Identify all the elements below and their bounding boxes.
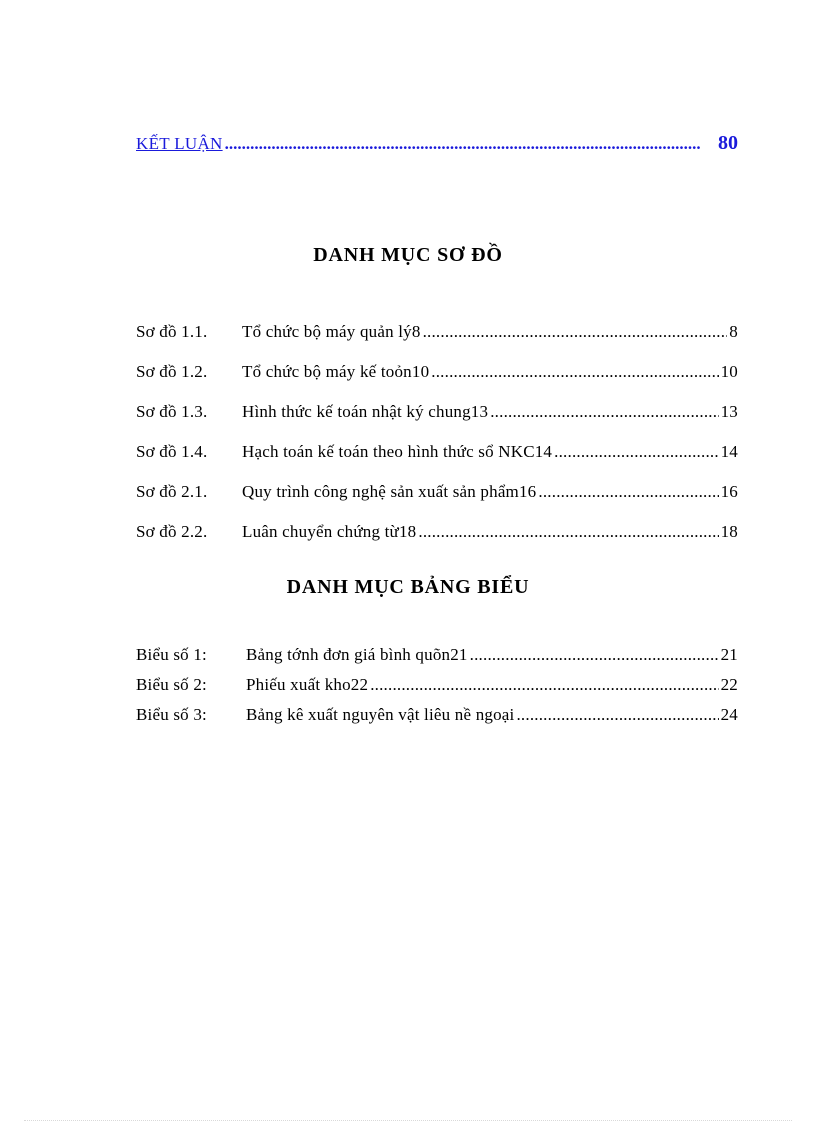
diagram-title: Hình thức kế toán nhật ký chung13 bbox=[242, 402, 489, 421]
toc-entry-conclusion[interactable] bbox=[136, 132, 738, 155]
dot-leader bbox=[538, 482, 718, 502]
table-page-number: 21 bbox=[720, 645, 738, 664]
diagram-page-number: 10 bbox=[720, 362, 738, 381]
dot-leader bbox=[431, 362, 718, 382]
table-entry[interactable] bbox=[136, 705, 738, 725]
diagram-list-title: DANH MỤC SƠ ĐỒ bbox=[313, 244, 503, 266]
table-page-number: 22 bbox=[720, 675, 738, 694]
diagram-page-number: 13 bbox=[720, 402, 738, 421]
diagram-title: Tổ chức bộ máy kế toỏn10 bbox=[242, 362, 430, 381]
table-number: Biểu số 1: bbox=[136, 645, 207, 664]
diagram-number: Sơ đồ 1.1. bbox=[136, 322, 208, 341]
table-title: Bảng kê xuất nguyên vật liêu nề ngoại bbox=[246, 705, 515, 724]
diagram-number: Sơ đồ 2.2. bbox=[136, 522, 208, 541]
diagram-number: Sơ đồ 2.1. bbox=[136, 482, 208, 501]
diagram-number: Sơ đồ 1.2. bbox=[136, 362, 208, 381]
diagram-entry[interactable] bbox=[136, 522, 738, 542]
table-number: Biểu số 2: bbox=[136, 675, 207, 694]
page-border-bottom bbox=[24, 1120, 792, 1121]
diagram-entry[interactable] bbox=[136, 482, 738, 502]
table-page-number: 24 bbox=[720, 705, 738, 724]
diagram-title: Tổ chức bộ máy quản lý8 bbox=[242, 322, 421, 341]
dot-leader bbox=[490, 402, 718, 422]
table-title: Bảng tớnh đơn giá bình quõn21 bbox=[246, 645, 468, 664]
diagram-title: Hạch toán kế toán theo hình thức sổ NKC14 bbox=[242, 442, 553, 461]
diagram-page-number: 16 bbox=[720, 482, 738, 501]
diagram-page-number: 8 bbox=[729, 322, 738, 341]
table-entry[interactable] bbox=[136, 645, 738, 665]
dot-leader bbox=[418, 522, 718, 542]
table-title: Phiếu xuất kho22 bbox=[246, 675, 369, 694]
diagram-page-number: 18 bbox=[720, 522, 738, 541]
diagram-entry[interactable] bbox=[136, 442, 738, 462]
dot-leader bbox=[554, 442, 718, 462]
conclusion-link[interactable]: KẾT LUẬN bbox=[136, 134, 223, 153]
dot-leader bbox=[370, 675, 718, 695]
diagram-title: Luân chuyển chứng từ18 bbox=[242, 522, 417, 541]
dot-leader bbox=[470, 645, 719, 665]
diagram-entry[interactable] bbox=[136, 362, 738, 382]
table-entry[interactable] bbox=[136, 675, 738, 695]
diagram-page-number: 14 bbox=[720, 442, 738, 461]
diagram-number: Sơ đồ 1.3. bbox=[136, 402, 208, 421]
dot-leader bbox=[225, 134, 700, 154]
diagram-entry[interactable] bbox=[136, 322, 738, 342]
diagram-number: Sơ đồ 1.4. bbox=[136, 442, 208, 461]
table-number: Biểu số 3: bbox=[136, 705, 207, 724]
conclusion-page-number: 80 bbox=[718, 132, 738, 154]
dot-leader bbox=[423, 322, 728, 342]
diagram-title: Quy trình công nghệ sản xuất sản phẩm16 bbox=[242, 482, 537, 501]
table-list-title: DANH MỤC BẢNG BIỂU bbox=[286, 576, 530, 598]
dot-leader bbox=[516, 705, 718, 725]
diagram-entry[interactable] bbox=[136, 402, 738, 422]
